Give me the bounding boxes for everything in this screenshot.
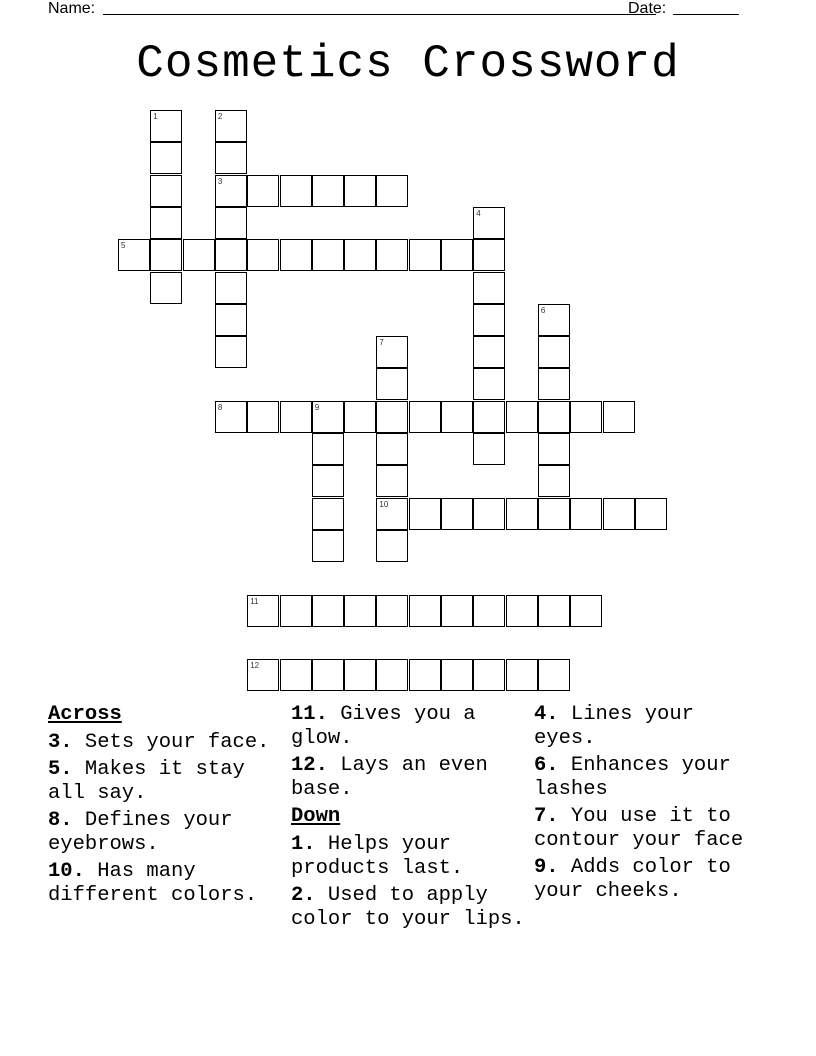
clue-item-number: 4. [534,703,559,726]
grid-cell[interactable] [247,239,279,271]
grid-cell[interactable] [150,142,182,174]
page-title: Cosmetics Crossword [136,38,680,90]
clue-item-number: 8. [48,809,73,832]
grid-cell[interactable] [215,272,247,304]
grid-cell[interactable] [312,595,344,627]
clue-item [291,833,531,881]
grid-cell[interactable] [150,239,182,271]
grid-cell[interactable] [538,401,570,433]
grid-cell[interactable] [473,304,505,336]
clue-number: 3 [217,176,223,186]
grid-cell[interactable] [506,659,538,691]
clue-number: 6 [540,305,546,315]
clue-item [48,809,288,857]
grid-cell[interactable] [376,595,408,627]
clue-number: 4 [476,208,481,218]
grid-cell[interactable] [473,368,505,400]
clue-item [291,703,531,751]
clue-item [48,860,288,908]
clue-item-text: Helps your products last. [291,833,464,880]
grid-cell[interactable] [215,207,247,239]
clue-item-text: You use it to contour your face [534,805,744,852]
clue-number: 5 [121,241,126,251]
grid-cell[interactable] [376,530,408,562]
clue-number: 1 [153,112,158,121]
grid-cell[interactable] [506,401,538,433]
name-label: Name: [48,0,96,17]
clue-item-text: Makes it stay all say. [48,758,245,805]
clue-item-number: 1. [291,833,316,856]
grid-cell[interactable] [215,142,247,174]
clue-item [291,754,531,802]
clue-item [534,754,764,802]
down-clue-list-continued [534,703,764,904]
clue-number: 10 [379,499,389,509]
grid-cell[interactable] [473,401,505,433]
grid-cell[interactable] [409,401,441,433]
grid-cell[interactable] [538,336,570,368]
grid-cell[interactable] [183,239,215,271]
clue-item [534,805,764,853]
grid-cell[interactable] [473,498,505,530]
grid-cell[interactable] [538,498,570,530]
grid-cell[interactable] [538,368,570,400]
across-heading: Across [48,703,122,726]
grid-cell[interactable] [247,175,279,207]
clue-number: 12 [250,661,260,671]
clue-item-number: 10. [48,860,85,883]
grid-cell[interactable] [344,401,376,433]
grid-cell[interactable] [312,498,344,530]
down-clue-list [291,833,531,932]
clue-item-number: 12. [291,754,328,777]
grid-cell[interactable] [312,465,344,497]
clue-number: 7 [379,338,384,348]
clue-item-number: 6. [534,754,559,777]
clue-number: 8 [217,402,223,412]
date-label: Date: [628,0,667,17]
clue-item-text: Sets your face. [72,731,270,754]
grid-cell[interactable] [441,595,473,627]
grid-cell[interactable] [312,239,344,271]
grid-cell[interactable] [280,401,312,433]
grid-cell[interactable] [215,304,247,336]
clue-item-number: 9. [534,856,559,879]
grid-cell[interactable] [247,401,279,433]
clue-number: 2 [217,112,223,121]
grid-cell[interactable] [409,595,441,627]
grid-cell[interactable] [473,272,505,304]
grid-cell[interactable] [570,401,602,433]
clue-item-text: Gives you a glow. [291,703,476,750]
grid-cell[interactable] [150,207,182,239]
grid-cell[interactable] [150,175,182,207]
grid-cell[interactable] [570,498,602,530]
grid-cell[interactable] [376,368,408,400]
grid-cell[interactable] [280,239,312,271]
grid-cell[interactable] [409,239,441,271]
grid-cell[interactable] [538,595,570,627]
grid-cell[interactable] [344,595,376,627]
clues-column-3 [534,703,764,907]
clue-item-text: Used to apply color to your lips. [291,884,525,931]
grid-cell[interactable] [473,239,505,271]
grid-cell[interactable] [376,433,408,465]
clues-column-1 [48,703,288,911]
grid-cell[interactable] [635,498,667,530]
clue-item-number: 2. [291,884,316,907]
grid-cell[interactable] [473,433,505,465]
grid-cell[interactable] [150,272,182,304]
grid-cell[interactable] [441,239,473,271]
clue-number: 9 [314,402,320,412]
grid-cell[interactable] [344,659,376,691]
clue-item [534,856,764,904]
grid-cell[interactable] [376,401,408,433]
grid-cell[interactable] [376,175,408,207]
grid-cell[interactable] [215,336,247,368]
grid-cell[interactable] [441,401,473,433]
grid-cell[interactable] [473,336,505,368]
grid-cell[interactable] [344,239,376,271]
clue-item-number: 11. [291,703,328,726]
clue-item [48,758,288,806]
across-clue-list-continued [291,703,531,802]
grid-cell[interactable] [280,659,312,691]
grid-cell[interactable] [280,175,312,207]
grid-cell[interactable] [409,498,441,530]
clues-column-2 [291,703,531,935]
grid-cell[interactable] [312,659,344,691]
clue-item-number: 7. [534,805,559,828]
clue-item-text: Adds color to your cheeks. [534,856,731,903]
grid-cell[interactable] [312,175,344,207]
clue-item-text: Defines your eyebrows. [48,809,233,856]
grid-cell[interactable] [473,595,505,627]
grid-cell[interactable] [506,498,538,530]
grid-cell[interactable] [441,498,473,530]
grid-cell[interactable] [603,401,635,433]
grid-cell[interactable] [376,465,408,497]
clue-item-number: 3. [48,731,73,754]
grid-cell[interactable] [603,498,635,530]
clue-item-text: Lines your eyes. [534,703,694,750]
clue-item [291,884,531,932]
clue-item-text: Has many different colors. [48,860,258,907]
grid-cell[interactable] [280,595,312,627]
grid-cell[interactable] [409,659,441,691]
grid-cell[interactable] [473,659,505,691]
clue-item [48,731,288,755]
clue-number: 11 [250,596,259,606]
grid-cell[interactable] [312,433,344,465]
grid-cell[interactable] [538,659,570,691]
grid-cell[interactable] [570,595,602,627]
grid-cell[interactable] [506,595,538,627]
grid-cell[interactable] [376,659,408,691]
across-clue-list [48,731,288,908]
clue-item-number: 5. [48,758,73,781]
grid-cell[interactable] [215,239,247,271]
down-heading: Down [291,805,341,828]
grid-cell[interactable] [441,659,473,691]
grid-cell[interactable] [538,433,570,465]
grid-cell[interactable] [376,239,408,271]
grid-cell[interactable] [312,530,344,562]
grid-cell[interactable] [344,175,376,207]
clue-item-text: Enhances your lashes [534,754,731,801]
clue-item [534,703,764,751]
clue-item-text: Lays an even base. [291,754,488,801]
grid-cell[interactable] [538,465,570,497]
